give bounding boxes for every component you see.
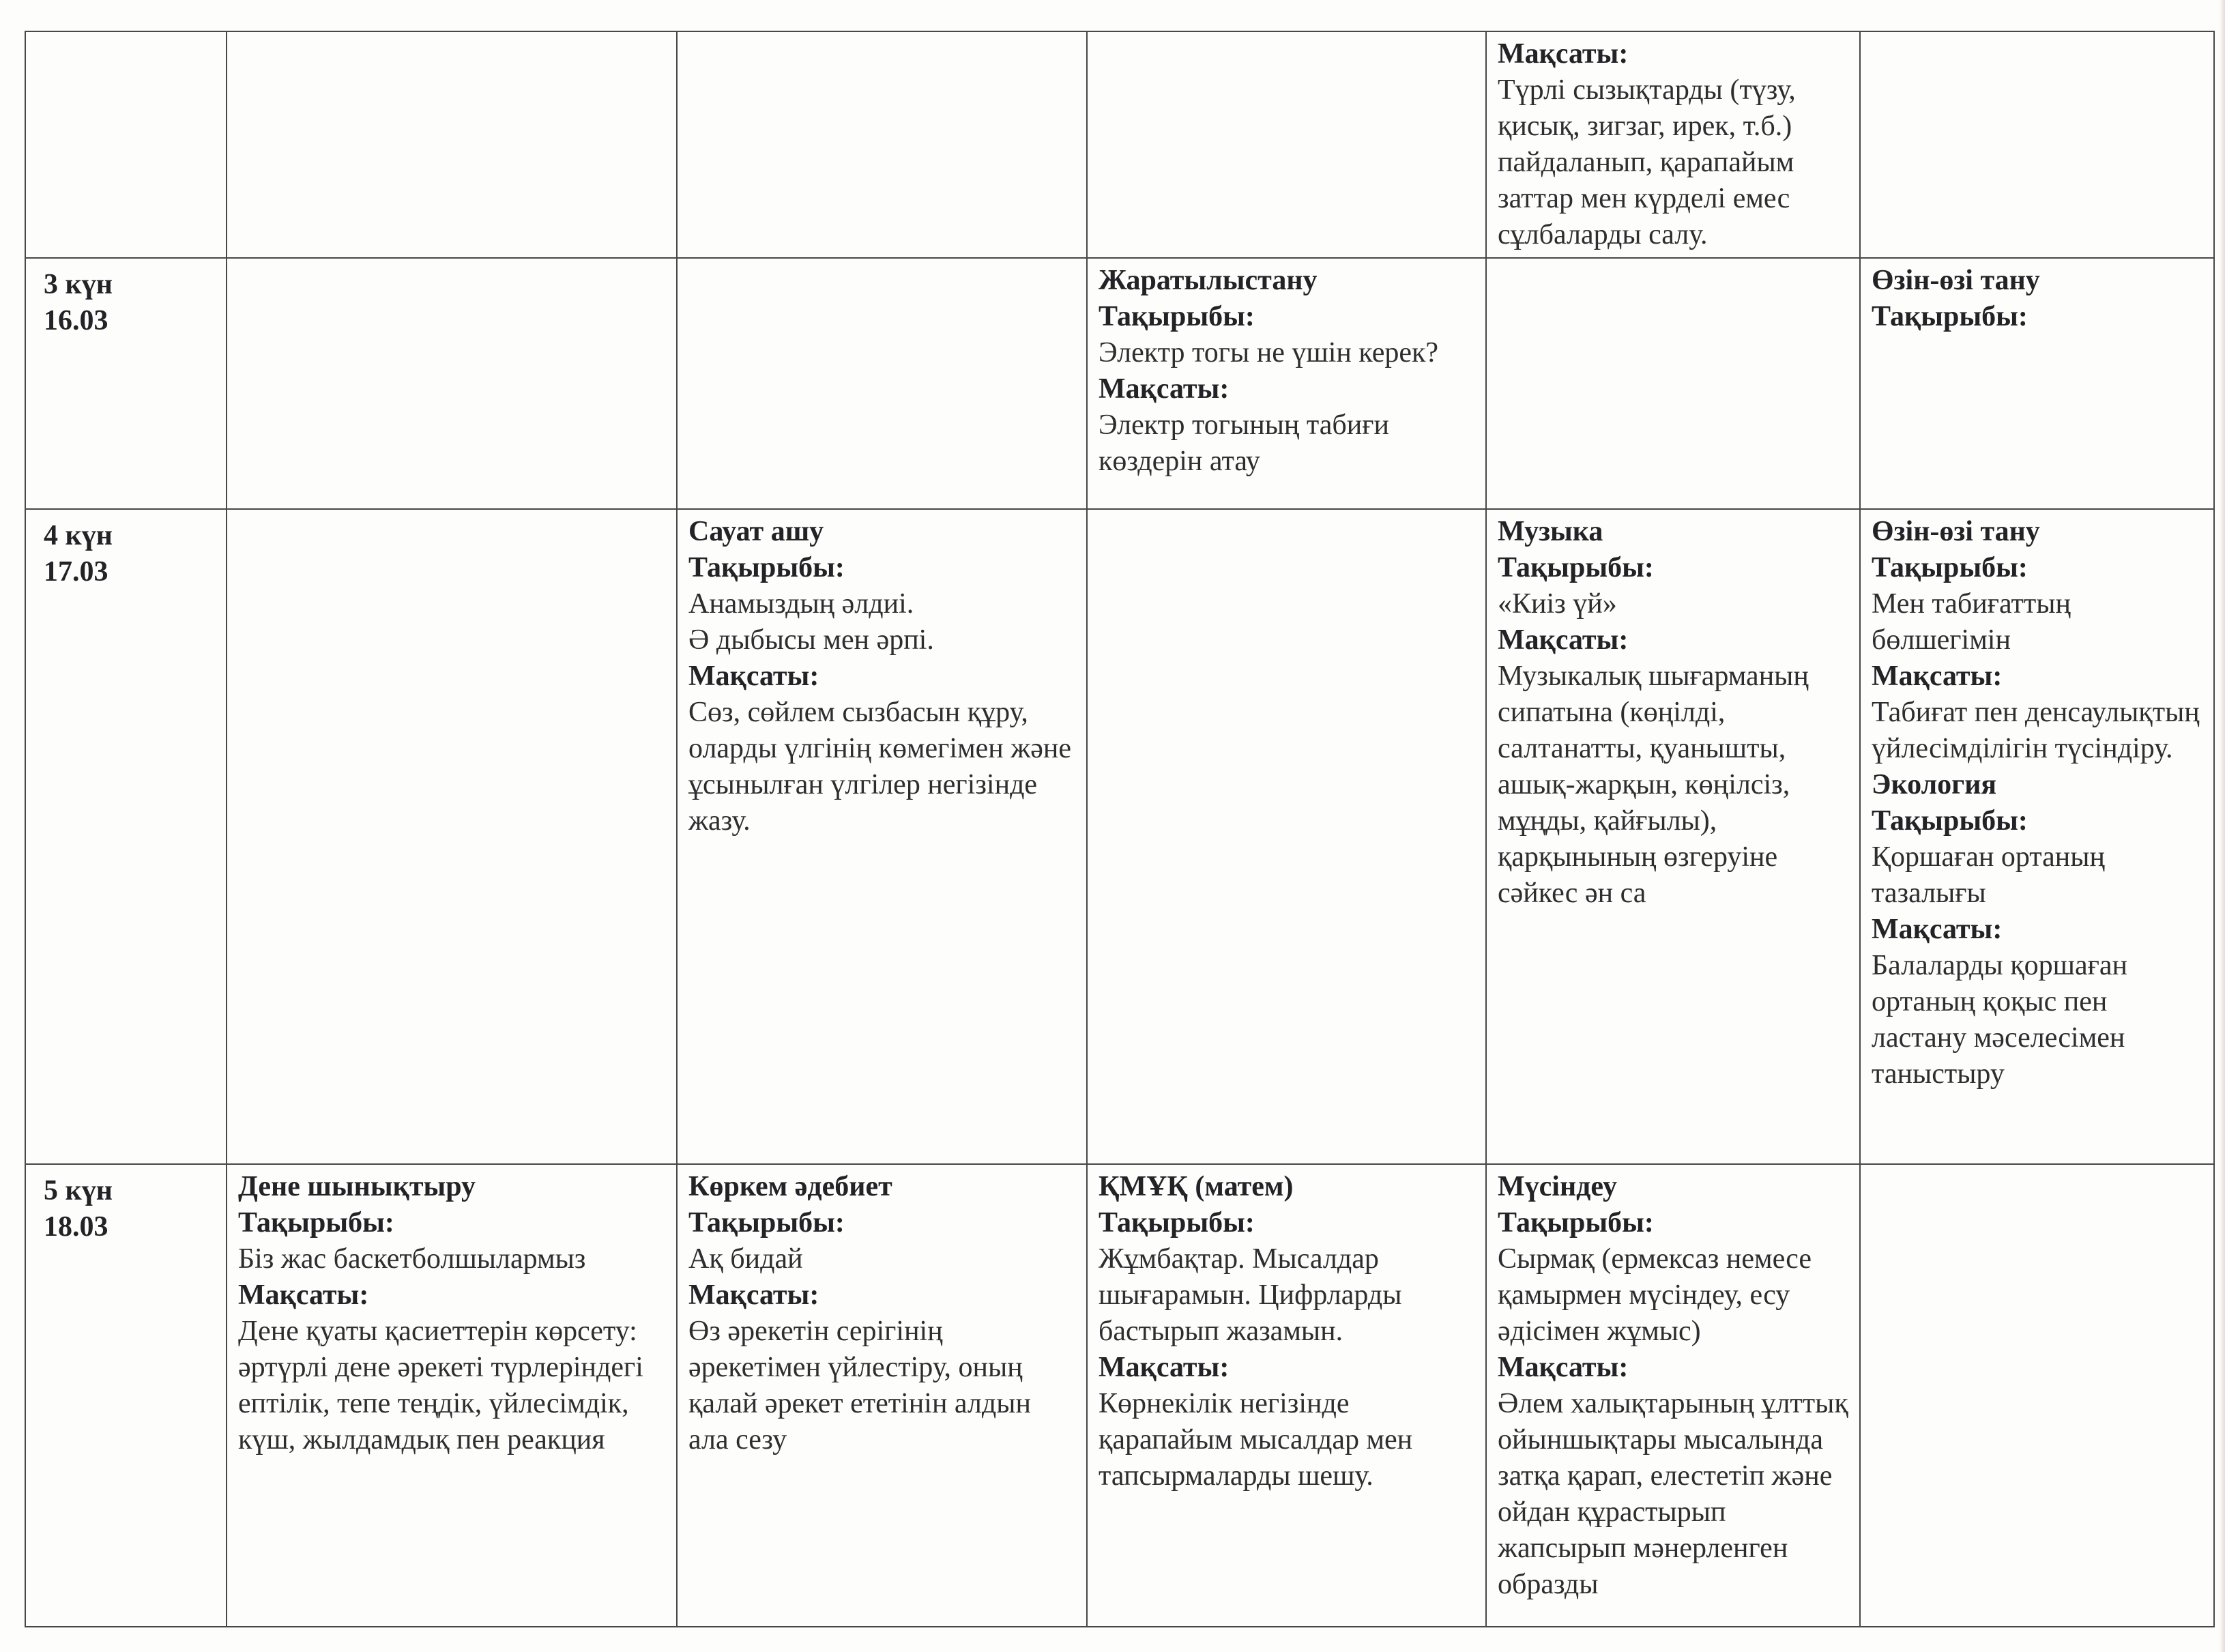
text-line: Көрнекілік негізінде қарапайым мысалдар мен тапсырмаларды шешу. <box>1099 1388 1413 1492</box>
heading-line: Сауат ашу <box>688 516 824 547</box>
text-line: Ә дыбысы мен әрпі. <box>688 624 934 656</box>
heading-line: Тақырыбы: <box>238 1207 394 1238</box>
lesson-cell <box>677 1164 1087 1627</box>
heading-line: Музыка <box>1498 516 1603 547</box>
day-label: 4 күн <box>44 520 113 551</box>
heading-line: Дене шынықтыру <box>238 1171 476 1202</box>
lesson-cell <box>227 31 677 258</box>
text-line: «Киіз үй» <box>1498 588 1617 620</box>
date-label: 16.03 <box>44 305 108 336</box>
lesson-cell <box>1087 258 1486 509</box>
day-cell <box>25 509 227 1164</box>
scan-edge-shadow <box>2220 0 2225 1652</box>
day-label: 5 күн <box>44 1175 113 1206</box>
day-cell <box>25 1164 227 1627</box>
heading-line: Тақырыбы: <box>1498 1207 1654 1238</box>
heading-line: Мақсаты: <box>688 661 819 692</box>
table-row <box>25 258 2214 509</box>
text-line: Түрлі сызықтарды (түзу, қисық, зигзаг, ирек, т.б.) пайдаланып, қарапайым заттар мен күрделі емес сұлбаларды салу. <box>1498 74 1796 250</box>
heading-line: Мақсаты: <box>688 1279 819 1311</box>
text-line: Жұмбақтар. Мысалдар шығарамын. Цифрларды бастырып жазамын. <box>1099 1243 1402 1347</box>
table-row <box>25 31 2214 258</box>
heading-line: Тақырыбы: <box>1872 301 2028 332</box>
heading-line: Мүсіндеу <box>1498 1171 1617 1202</box>
heading-line: Мақсаты: <box>1099 373 1230 405</box>
text-line: Электр тогының табиғи көздерін атау <box>1099 409 1389 477</box>
heading-line: Жаратылыстану <box>1099 265 1318 296</box>
heading-line: Мақсаты: <box>1498 1352 1629 1383</box>
lesson-cell <box>1087 509 1486 1164</box>
text-line: Дене қуаты қасиеттерін көрсету: әртүрлі дене әрекеті түрлеріндегі ептілік, тепе теңдік, үйлесімдік, күш, жылдамдық пен реакция <box>238 1316 643 1455</box>
date-label: 18.03 <box>44 1211 108 1243</box>
lesson-cell <box>227 258 677 509</box>
day-cell <box>25 31 227 258</box>
heading-line: Өзін-өзі тану <box>1872 516 2040 547</box>
heading-line: Мақсаты: <box>1872 661 2003 692</box>
lesson-cell <box>1486 31 1860 258</box>
text-line: Өз әрекетін серігінің әрекетімен үйлестіру, оның қалай әрекет ететінін алдын ала сезу <box>688 1316 1031 1455</box>
lesson-cell <box>1486 509 1860 1164</box>
heading-line: ҚМҰҚ (матем) <box>1099 1171 1294 1202</box>
text-line: Біз жас баскетболшылармыз <box>238 1243 586 1275</box>
lesson-cell <box>677 258 1087 509</box>
heading-line: Тақырыбы: <box>1099 1207 1255 1238</box>
text-line: Сырмақ (ермексаз немесе қамырмен мүсіндеу, есу әдісімен жұмыс) <box>1498 1243 1812 1347</box>
text-line: Музыкалық шығарманың сипатына (көңілді, салтанатты, қуанышты, ашық-жарқын, көңілсіз, мұңды, қайғылы), қарқынының өзгеруіне сәйкес ән са <box>1498 661 1809 909</box>
lesson-cell <box>677 31 1087 258</box>
text-line: Сөз, сөйлем сызбасын құру, оларды үлгінің көмегімен және ұсынылған үлгілер негізінде жазу. <box>688 697 1072 837</box>
day-cell <box>25 258 227 509</box>
lesson-cell <box>1486 258 1860 509</box>
lesson-cell <box>1087 1164 1486 1627</box>
heading-line: Тақырыбы: <box>688 1207 845 1238</box>
heading-line: Мақсаты: <box>238 1279 369 1311</box>
heading-line: Экология <box>1872 769 1997 800</box>
text-line: Ақ бидай <box>688 1243 803 1275</box>
heading-line: Мақсаты: <box>1099 1352 1230 1383</box>
lesson-cell <box>677 509 1087 1164</box>
text-line: Мен табиғаттың бөлшегімін <box>1872 588 2071 656</box>
text-line: Қоршаған ортаның тазалығы <box>1872 841 2105 909</box>
text-line: Әлем халықтарының ұлттық ойыншықтары мысалында затқа қарап, елестетіп және ойдан құрастырып жапсырып мәнерленген образды <box>1498 1388 1848 1600</box>
heading-line: Тақырыбы: <box>688 552 845 583</box>
text-line: Табиғат пен денсаулықтың үйлесімділігін түсіндіру. <box>1872 697 2200 764</box>
lesson-plan-table <box>25 31 2215 1627</box>
table-row <box>25 509 2214 1164</box>
text-line: Анамыздың әлдиі. <box>688 588 914 620</box>
text-line: Электр тогы не үшін керек? <box>1099 337 1439 368</box>
lesson-cell <box>1860 509 2214 1164</box>
heading-line: Тақырыбы: <box>1498 552 1654 583</box>
heading-line: Көркем әдебиет <box>688 1171 892 1202</box>
heading-line: Мақсаты: <box>1498 624 1629 656</box>
lesson-cell <box>227 1164 677 1627</box>
lesson-cell <box>1486 1164 1860 1627</box>
text-line: Балаларды қоршаған ортаның қоқыс пен ластану мәселесімен таныстыру <box>1872 950 2127 1090</box>
lesson-cell <box>1860 1164 2214 1627</box>
heading-line: Өзін-өзі тану <box>1872 265 2040 296</box>
lesson-cell <box>227 509 677 1164</box>
heading-line: Тақырыбы: <box>1872 552 2028 583</box>
heading-line: Тақырыбы: <box>1099 301 1255 332</box>
table-row <box>25 1164 2214 1627</box>
lesson-cell <box>1860 31 2214 258</box>
lesson-plan-table-body <box>25 31 2214 1627</box>
lesson-cell <box>1087 31 1486 258</box>
day-label: 3 күн <box>44 269 113 300</box>
heading-line: Тақырыбы: <box>1872 805 2028 837</box>
lesson-cell <box>1860 258 2214 509</box>
date-label: 17.03 <box>44 556 108 588</box>
heading-line: Мақсаты: <box>1498 38 1629 70</box>
heading-line: Мақсаты: <box>1872 914 2003 945</box>
